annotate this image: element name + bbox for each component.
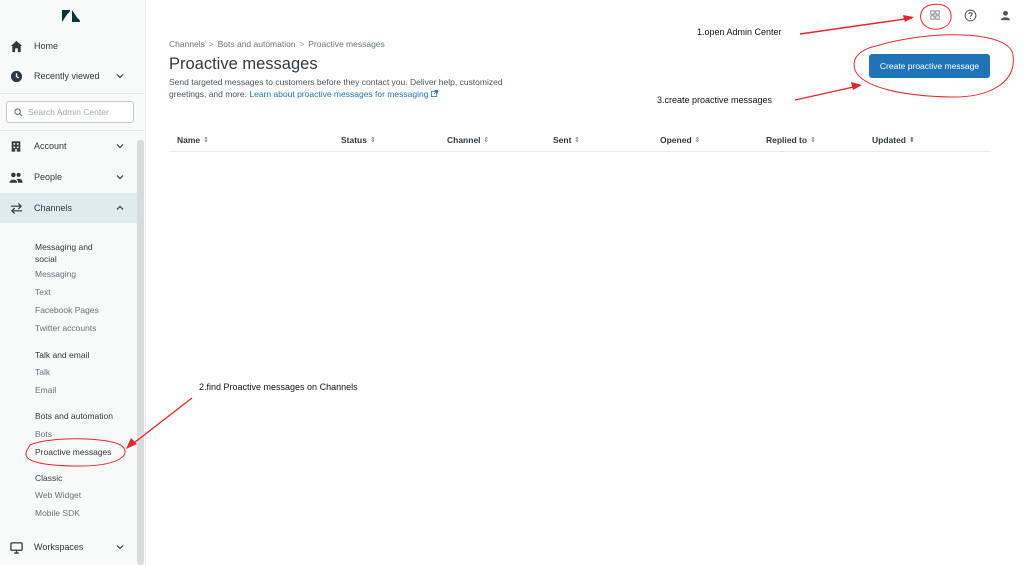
annotation-arrow-1 (800, 18, 912, 34)
sidebar-item-label: Account (34, 141, 67, 151)
annotation-arrow-3 (795, 86, 858, 100)
description-text: Send targeted messages to customers before they contact you. Deliver help, customized greetings, and more. (169, 77, 503, 99)
subnav-item-mobile-sdk[interactable]: Mobile SDK (35, 508, 80, 518)
sort-icon: ⇕ (369, 137, 376, 144)
column-header-status[interactable] (341, 135, 376, 145)
sort-desc-icon: ⬍ (909, 137, 915, 144)
chevron-down-icon (116, 142, 124, 150)
column-label: Opened (660, 135, 692, 145)
sort-icon: ⇕ (574, 137, 581, 144)
column-label: Replied to (766, 135, 808, 145)
subnav-heading-classic: Classic (35, 473, 63, 483)
column-label: Channel (447, 135, 481, 145)
column-header-channel[interactable] (447, 135, 489, 145)
monitor-icon (9, 540, 23, 554)
chevron-down-icon (116, 72, 124, 80)
chevron-up-icon (116, 204, 124, 212)
column-label: Name (177, 135, 201, 145)
column-header-sent[interactable] (553, 135, 580, 145)
sidebar-item-label: Home (34, 41, 59, 51)
user-icon (1000, 10, 1011, 21)
sidebar (0, 0, 146, 565)
sidebar-scrollbar[interactable] (137, 140, 144, 565)
sidebar-item-workspaces[interactable] (0, 532, 138, 562)
zendesk-logo[interactable] (0, 0, 145, 32)
annotation-step-2: 2.find Proactive messages on Channels (199, 382, 358, 392)
search-field[interactable] (6, 101, 134, 123)
annotation-arrowhead-3 (851, 82, 862, 90)
sidebar-item-label: Recently viewed (34, 71, 100, 81)
breadcrumb (169, 39, 385, 49)
subnav-item-text[interactable]: Text (35, 287, 51, 297)
sidebar-item-people[interactable] (0, 162, 138, 192)
breadcrumb-channels[interactable]: Channels (169, 39, 205, 49)
page-title: Proactive messages (169, 55, 318, 73)
breadcrumb-proactive-messages: Proactive messages (308, 39, 385, 49)
user-profile-button[interactable] (998, 8, 1012, 22)
subnav-item-facebook-pages[interactable]: Facebook Pages (35, 305, 99, 315)
subnav-item-twitter-accounts[interactable]: Twitter accounts (35, 323, 97, 333)
sidebar-item-label: Channels (34, 203, 73, 213)
chevron-down-icon (116, 543, 124, 551)
help-button[interactable] (963, 8, 977, 22)
table-header (169, 128, 991, 152)
subnav-item-bots[interactable]: Bots (35, 429, 53, 439)
search-input[interactable] (28, 107, 128, 117)
breadcrumb-separator: > (208, 39, 214, 49)
external-link-icon (431, 90, 438, 97)
sidebar-item-label: Workspaces (34, 542, 84, 552)
sidebar-item-recently-viewed[interactable] (0, 61, 138, 91)
breadcrumb-bots-automation[interactable]: Bots and automation (217, 39, 296, 49)
sidebar-item-label: People (34, 172, 63, 182)
clock-icon (9, 69, 23, 83)
sort-icon: ⇕ (203, 137, 210, 144)
column-label: Updated (872, 135, 906, 145)
subnav-item-email[interactable]: Email (35, 385, 57, 395)
subnav-item-messaging[interactable]: Messaging (35, 269, 77, 279)
products-grid-button[interactable] (928, 8, 942, 22)
building-icon (9, 139, 23, 153)
column-header-name[interactable] (177, 135, 209, 145)
home-icon (9, 39, 23, 53)
subnav-item-talk[interactable]: Talk (35, 367, 51, 377)
subnav-heading-bots-automation: Bots and automation (35, 411, 113, 421)
sidebar-divider (0, 93, 146, 94)
help-icon (964, 9, 977, 22)
learn-more-link[interactable] (249, 89, 437, 99)
sort-icon: ⇕ (694, 137, 701, 144)
subnav-item-web-widget[interactable]: Web Widget (35, 490, 82, 500)
column-header-replied-to[interactable] (766, 135, 816, 145)
annotation-arrowhead-1 (903, 15, 914, 22)
column-header-updated[interactable] (872, 135, 915, 145)
column-label: Sent (553, 135, 572, 145)
sidebar-item-home[interactable] (0, 31, 138, 61)
people-icon (9, 170, 23, 184)
learn-more-link-text: Learn about proactive messages for messaging (249, 89, 429, 99)
column-header-opened[interactable] (660, 135, 701, 145)
breadcrumb-separator: > (299, 39, 305, 49)
grid-icon (930, 10, 940, 20)
chevron-down-icon (116, 173, 124, 181)
search-icon (14, 108, 23, 117)
annotation-step-1: 1.open Admin Center (697, 27, 782, 37)
create-proactive-message-button[interactable]: Create proactive message (869, 54, 990, 78)
arrows-icon (9, 201, 23, 215)
sidebar-item-account[interactable] (0, 131, 138, 161)
zendesk-logo-icon (61, 9, 81, 23)
subnav-item-proactive-messages[interactable]: Proactive messages (35, 447, 112, 457)
column-label: Status (341, 135, 367, 145)
annotation-step-3: 3.create proactive messages (657, 95, 773, 105)
subnav-heading-talk-email: Talk and email (35, 350, 90, 360)
page-description (169, 76, 509, 100)
subnav-heading-messaging-social: Messaging and social (35, 242, 93, 264)
sort-icon: ⇕ (483, 137, 490, 144)
sort-icon: ⇕ (810, 137, 816, 144)
sidebar-item-channels[interactable] (0, 193, 138, 223)
